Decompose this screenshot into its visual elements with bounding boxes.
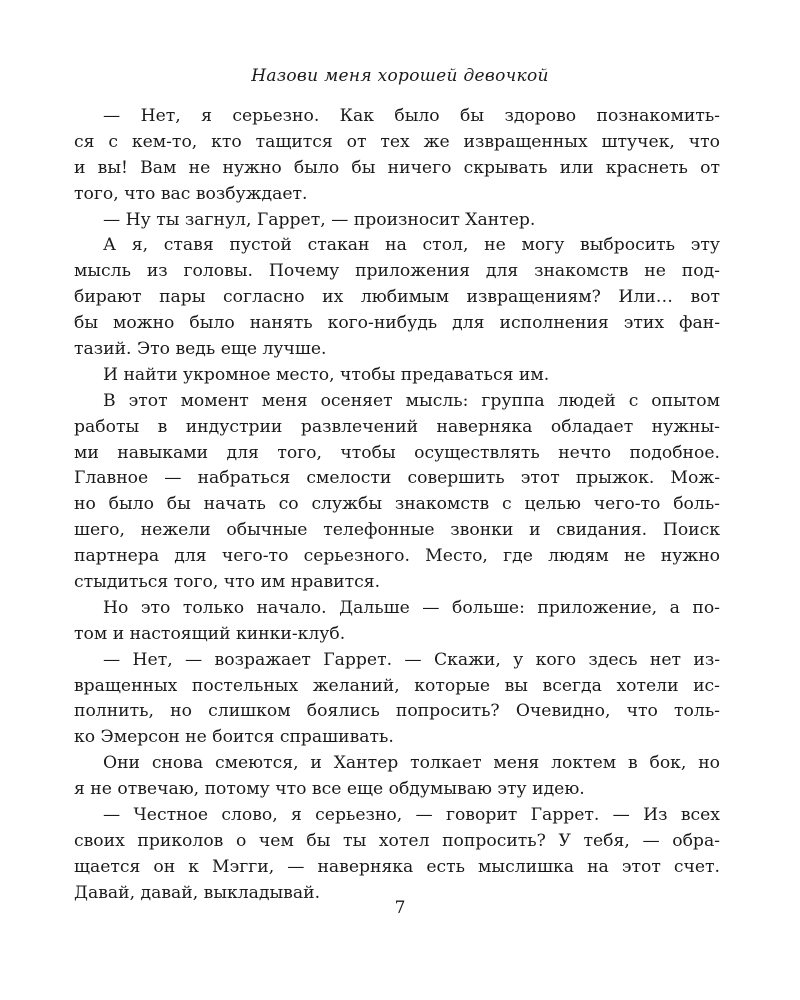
text-line: И найти укромное место, чтобы предаваться им. bbox=[103, 364, 550, 385]
text-line: полнить, но слишком боялись попросить? Очевидно, что толь- bbox=[74, 701, 720, 722]
text-line: А я, ставя пустой стакан на стол, не могу выбросить эту bbox=[103, 235, 720, 256]
text-line: ся с кем-то, кто тащится от тех же извращенных штучек, что bbox=[74, 131, 720, 152]
text-line: того, что вас возбуждает. bbox=[74, 183, 308, 204]
text-line: но было бы начать со службы знакомств с целью чего-то боль- bbox=[74, 494, 720, 515]
page-number: 7 bbox=[394, 898, 406, 918]
text-line: шего, нежели обычные телефонные звонки и свидания. Поиск bbox=[74, 520, 720, 541]
text-line: бирают пары согласно их любимым извращениям? Или… вот bbox=[74, 287, 720, 308]
text-line: мысль из головы. Почему приложения для знакомств не под- bbox=[74, 261, 720, 282]
text-line: своих приколов о чем бы ты хотел попросить? У тебя, — обра- bbox=[74, 830, 720, 851]
text-line: стыдиться того, что им нравится. bbox=[74, 572, 381, 593]
text-line: вращенных постельных желаний, которые вы всегда хотели ис- bbox=[74, 675, 720, 696]
text-line: щается он к Мэгги, — наверняка есть мыслишка на этот счет. bbox=[74, 856, 720, 877]
text-line: ми навыками для того, чтобы осуществлять нечто подобное. bbox=[74, 442, 720, 463]
text-line: — Нет, — возражает Гаррет. — Скажи, у кого здесь нет из- bbox=[103, 649, 720, 670]
text-line: — Честное слово, я серьезно, — говорит Гаррет. — Из всех bbox=[103, 805, 720, 826]
text-line: — Нет, я серьезно. Как было бы здорово познакомить- bbox=[103, 106, 720, 126]
running-head: Назови меня хорошей девочкой bbox=[251, 66, 549, 86]
text-line: и вы! Вам не нужно было бы ничего скрывать или краснеть от bbox=[74, 157, 720, 178]
text-line: В этот момент меня осеняет мысль: группа людей с опытом bbox=[103, 390, 720, 411]
text-line: я не отвечаю, потому что все еще обдумываю эту идею. bbox=[74, 779, 585, 800]
text-line: том и настоящий кинки-клуб. bbox=[74, 623, 346, 644]
text-line: — Ну ты загнул, Гаррет, — произносит Хантер. bbox=[103, 209, 536, 230]
text-line: Они снова смеются, и Хантер толкает меня локтем в бок, но bbox=[103, 753, 720, 774]
text-line: партнера для чего-то серьезного. Место, где людям не нужно bbox=[74, 546, 720, 567]
text-line: Главное — набраться смелости совершить этот прыжок. Мож- bbox=[74, 468, 720, 489]
text-line: работы в индустрии развлечений наверняка обладает нужны- bbox=[74, 416, 720, 437]
text-line: тазий. Это ведь еще лучше. bbox=[74, 339, 327, 360]
text-line: Давай, давай, выкладывай. bbox=[74, 882, 321, 903]
text-line: ко Эмерсон не боится спрашивать. bbox=[74, 727, 394, 748]
body-text bbox=[74, 104, 720, 907]
text-line: Но это только начало. Дальше — больше: приложение, а по- bbox=[103, 597, 720, 618]
text-line: бы можно было нанять кого-нибудь для исполнения этих фан- bbox=[74, 313, 720, 334]
